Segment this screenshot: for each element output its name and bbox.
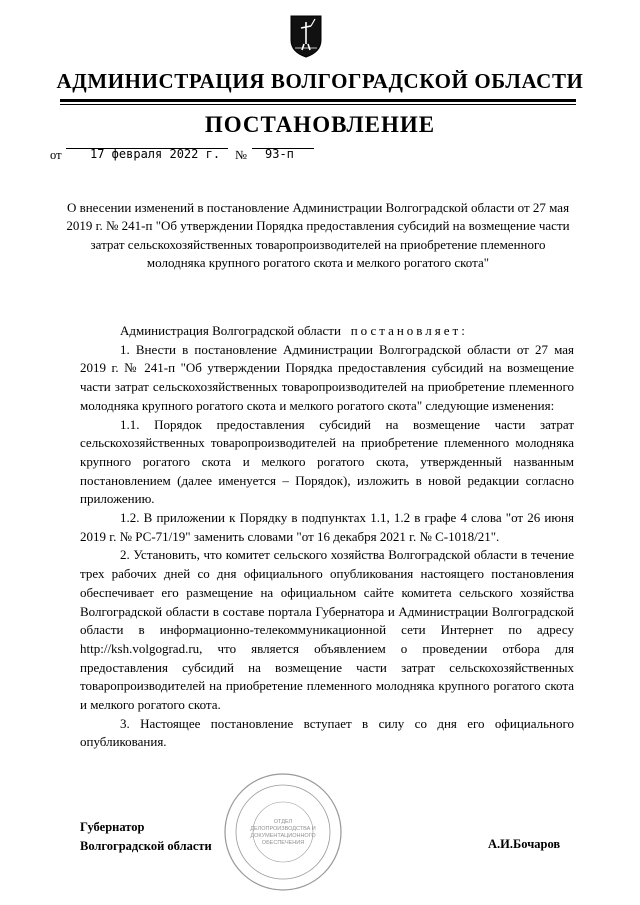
paragraph-1-1: 1.1. Порядок предоставления субсидий на возмещение части затрат сельскохозяйственных товаропроизводителей на приобретение племенного молодняка крупного рогатого скота и мелкого рогатого скота, утвержденный названным постановлением (далее именуется – Порядок), изложить в новой редакции согласно приложению.	[80, 416, 574, 507]
document-subject: О внесении изменений в постановление Администрации Волгоградской области от 27 мая 2019 г. № 241-п "Об утверждении Порядка предоставления субсидий на возмещение части затрат сельскохозяйственных товаропроизводителей на приобретение племенного молодняка крупного рогатого скота и мелкого рогатого скота"	[66, 200, 570, 270]
document-date: 17 февраля 2022 г.	[90, 147, 221, 161]
document-body	[80, 322, 574, 752]
number-label: №	[235, 148, 247, 162]
signatory-name: А.И.Бочаров	[488, 837, 561, 851]
paragraph-1: 1. Внести в постановление Администрации Волгоградской области от 27 мая 2019 г. № 241-п "Об утверждении Порядка предоставления субсидий на возмещение части затрат сельскохозяйственных товаропроизводителей на приобретение племенного молодняка крупного рогатого скота и мелкого рогатого скота" следующие изменения:	[80, 341, 574, 413]
preamble	[80, 322, 574, 341]
paragraph-3: 3. Настоящее постановление вступает в силу со дня его официального опубликования.	[80, 715, 574, 750]
stamp-line-4: ОБЕСПЕЧЕНИЯ	[261, 840, 305, 846]
preamble-verb: постановляет:	[350, 323, 468, 338]
from-label: от	[50, 148, 62, 162]
preamble-text: Администрация Волгоградской области	[120, 323, 341, 338]
signatory-position	[80, 818, 212, 856]
stamp-line-2: ДЕЛОПРОИЗВОДСТВА И	[250, 826, 316, 832]
document-type: ПОСТАНОВЛЕНИЕ	[204, 112, 436, 137]
paragraph-1-2: 1.2. В приложении к Порядку в подпунктах 1.1, 1.2 в графе 4 слова "от 26 июня 2019 г. № РС-71/19" заменить словами "от 16 декабря 2021 г. № С-1018/21".	[80, 510, 574, 544]
stamp-line-1: ОТДЕЛ	[273, 819, 293, 825]
organization-title: АДМИНИСТРАЦИЯ ВОЛГОГРАДСКОЙ ОБЛАСТИ	[56, 69, 584, 93]
header-rule-thick	[60, 99, 576, 102]
document-number: 93-п	[265, 147, 294, 161]
stamp-line-3: ДОКУМЕНТАЦИОННОГО	[250, 833, 316, 839]
signatory-position-line-2: Волгоградской области	[80, 839, 212, 853]
official-stamp	[222, 771, 344, 893]
coat-of-arms-icon	[289, 14, 323, 58]
paragraph-2: 2. Установить, что комитет сельского хозяйства Волгоградской области в течение трех рабочих дней со дня официального опубликования настоящего постановления обеспечивает его размещение на официальном сайте комитета сельского хозяйства Волгоградской области в составе портала Губернатора и Администрации Волгоградской области в информационно-телекоммуникационной сети Интернет по адресу http://ksh.volgograd.ru, что является объявлением о проведении отбора для предоставления субсидий на возмещение части затрат сельскохозяйственных товаропроизводителей на приобретение племенного молодняка крупного рогатого скота и мелкого рогатого скота.	[80, 547, 574, 713]
header-rule-thin	[60, 104, 576, 105]
signatory-position-line-1: Губернатор	[80, 820, 145, 834]
